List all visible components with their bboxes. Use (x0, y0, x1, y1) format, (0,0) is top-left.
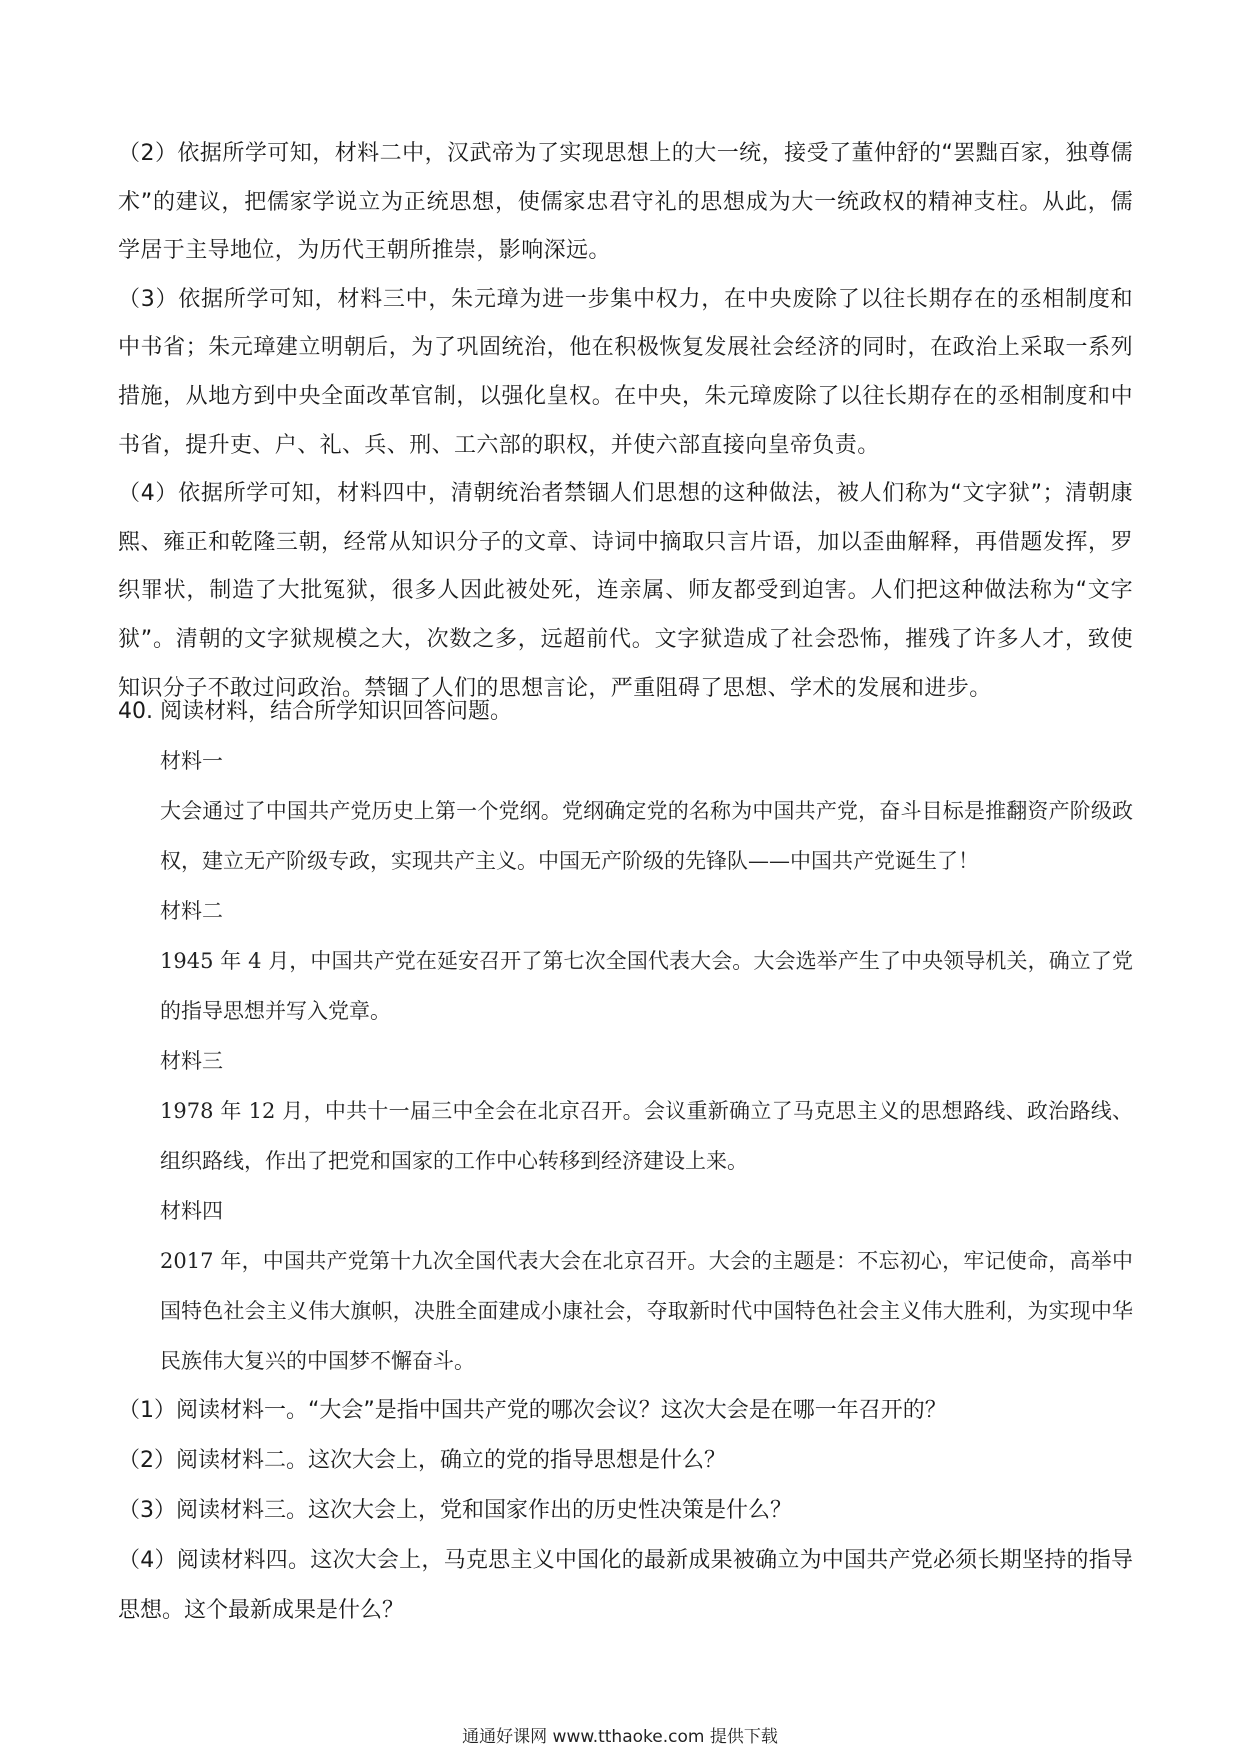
subquestion-2: （2）阅读材料二。这次大会上，确立的党的指导思想是什么？ (118, 1448, 726, 1473)
material-label-1: 材料一 (160, 749, 223, 773)
answer-paragraph-4: （4）依据所学可知，材料四中，清朝统治者禁锢人们思想的这种做法，被人们称为“文字狱”；清朝康熙、雍正和乾隆三朝，经常从知识分子的文章、诗词中摘取只言片语，加以歪曲解释，再借题发挥，罗织罪状，制造了大批冤狱，很多人因此被处死，连亲属、师友都受到迫害。人们把这种做法称为“文字狱”。清朝的文字狱规模之大，次数之多，远超前代。文字狱造成了社会恐怖，摧残了许多人才，致使知识分子不敢过问政治。禁锢了人们的思想言论，严重阻碍了思想、学术的发展和进步。 (118, 481, 1133, 701)
subquestion-1: （1）阅读材料一。“大会”是指中国共产党的哪次会议？这次大会是在哪一年召开的？ (118, 1398, 947, 1423)
material-label-4: 材料四 (160, 1199, 223, 1223)
subquestion-4: （4）阅读材料四。这次大会上，马克思主义中国化的最新成果被确立为中国共产党必须长期坚持的指导思想。这个最新成果是什么？ (118, 1548, 1133, 1623)
material-text-1: 大会通过了中国共产党历史上第一个党纲。党纲确定党的名称为中国共产党，奋斗目标是推翻资产阶级政权，建立无产阶级专政，实现共产主义。中国无产阶级的先锋队——中国共产党诞生了！ (160, 799, 1133, 873)
material-text-2: 1945 年 4 月，中国共产党在延安召开了第七次全国代表大会。大会选举产生了中央领导机关，确立了党的指导思想并写入党章。 (160, 949, 1133, 1023)
material-text-3: 1978 年 12 月，中共十一届三中全会在北京召开。会议重新确立了马克思主义的思想路线、政治路线、组织路线，作出了把党和国家的工作中心转移到经济建设上来。 (160, 1099, 1133, 1173)
question-title: 40. 阅读材料，结合所学知识回答问题。 (118, 699, 512, 724)
answer-section (118, 130, 1133, 713)
material-label-2: 材料二 (160, 899, 223, 923)
material-label-3: 材料三 (160, 1049, 223, 1073)
page-footer: 通通好课网 www.tthaoke.com 提供下载 (462, 1727, 778, 1747)
answer-paragraph-2: （2）依据所学可知，材料二中，汉武帝为了实现思想上的大一统，接受了董仲舒的“罢黜百家，独尊儒术”的建议，把儒家学说立为正统思想，使儒家忠君守礼的思想成为大一统政权的精神支柱。从此，儒学居于主导地位，为历代王朝所推崇，影响深远。 (118, 141, 1133, 264)
answer-paragraph-3: （3）依据所学可知，材料三中，朱元璋为进一步集中权力，在中央废除了以往长期存在的丞相制度和中书省；朱元璋建立明朝后，为了巩固统治，他在积极恢复发展社会经济的同时，在政治上采取一系列措施，从地方到中央全面改革官制，以强化皇权。在中央，朱元璋废除了以往长期存在的丞相制度和中书省，提升吏、户、礼、兵、刑、工六部的职权，并使六部直接向皇帝负责。 (118, 286, 1133, 458)
subquestion-3: （3）阅读材料三。这次大会上，党和国家作出的历史性决策是什么？ (118, 1498, 792, 1523)
question-40 (118, 688, 1133, 1636)
material-text-4: 2017 年，中国共产党第十九次全国代表大会在北京召开。大会的主题是：不忘初心，牢记使命，高举中国特色社会主义伟大旗帜，决胜全面建成小康社会，夺取新时代中国特色社会主义伟大胜利，为实现中华民族伟大复兴的中国梦不懈奋斗。 (160, 1249, 1133, 1373)
